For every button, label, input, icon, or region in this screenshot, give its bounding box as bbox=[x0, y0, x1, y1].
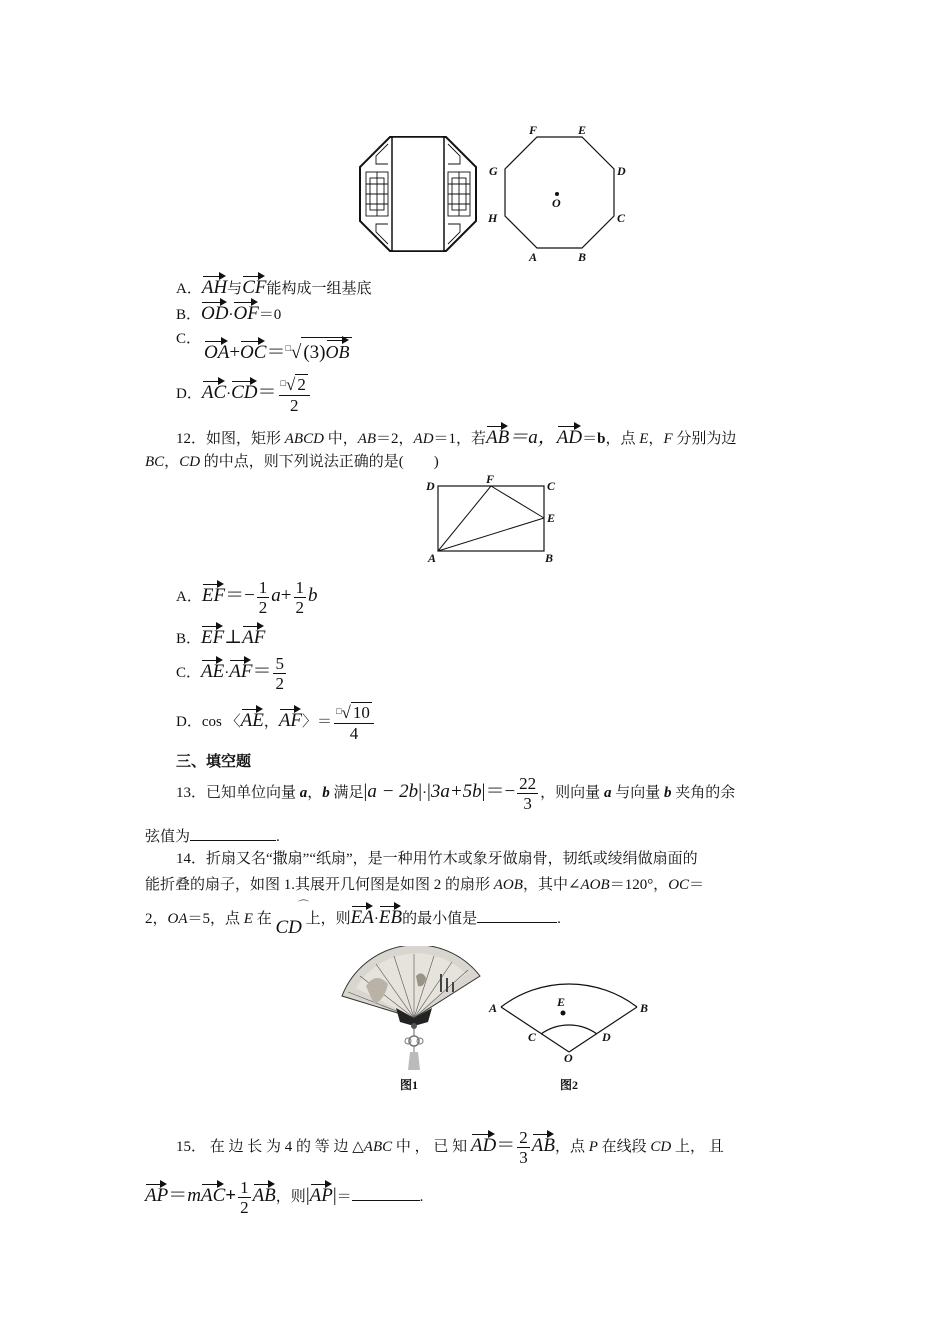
label-O: O bbox=[564, 1051, 573, 1062]
label-F: F bbox=[529, 123, 538, 137]
vector-AD: AD bbox=[471, 1132, 496, 1156]
vector-AE: AE bbox=[241, 707, 264, 731]
folding-fan-illustration bbox=[336, 946, 486, 1076]
q11-option-d[interactable] bbox=[176, 374, 312, 415]
vector-AF: AF bbox=[242, 624, 265, 648]
label-E: E bbox=[578, 123, 587, 137]
q12-option-d[interactable]: D．cos 〈AE，AF〉＝ $\frac{^□√ 10}{4}$ bbox=[176, 702, 376, 743]
equals-sign: ＝ bbox=[266, 342, 286, 363]
label-B: B bbox=[578, 250, 587, 264]
vector-EF: EF bbox=[202, 582, 225, 606]
answer-blank[interactable] bbox=[190, 840, 276, 841]
numerator: 2 bbox=[297, 375, 306, 394]
q15-stem-line1: 15． 在 边 长 为 4 的 等 边 △ABC 中 ， 已 知 AD＝ $\frac{2}{3}$ AB，点 P 在线段 CD 上， 且 bbox=[176, 1128, 724, 1167]
option-text: 能构成一组基底 bbox=[266, 281, 372, 297]
label-F: F bbox=[486, 474, 495, 486]
figure-1-caption: 图1 bbox=[400, 1078, 419, 1092]
window-lattice-figure bbox=[356, 134, 480, 254]
label-H: H bbox=[488, 211, 498, 225]
label-C: C bbox=[617, 211, 626, 225]
q12-stem-line2: BC，CD 的中点，则下列说法正确的是( ) bbox=[145, 454, 439, 470]
label-A: A bbox=[428, 551, 437, 565]
label-A: A bbox=[529, 250, 538, 264]
vector-AH: AH bbox=[202, 274, 227, 298]
q14-stem-line3: 2，OA＝5，点 E 在 CD 上，则EA·EB的最小值是 . bbox=[145, 904, 561, 930]
vector-OA: OA bbox=[204, 339, 229, 363]
option-letter: B． bbox=[176, 307, 202, 323]
conn-text: 与 bbox=[227, 281, 243, 297]
vector-AC: AC bbox=[201, 1182, 225, 1206]
q13-stem-line1: 13．已知单位向量 a，b 满足|a − 2b|·|3a+5b|＝− $\frac{22}{3}$ ，则向量 a 与向量 b 夹角的余 bbox=[176, 774, 736, 813]
q11-option-b[interactable] bbox=[176, 300, 281, 326]
vector-AE: AE bbox=[201, 658, 224, 682]
vector-AP: AP bbox=[310, 1182, 333, 1206]
vector-AB: AB bbox=[532, 1132, 555, 1156]
vector-EA: EA bbox=[351, 904, 374, 928]
dot-operator: · bbox=[226, 385, 232, 402]
vector-CD: CD bbox=[231, 379, 257, 403]
figure-2-caption: 图2 bbox=[560, 1078, 579, 1092]
label-D: D bbox=[617, 164, 626, 178]
radical-sign: √ bbox=[290, 342, 302, 363]
q14-stem-line2: 能折叠的扇子，如图 1.其展开几何图是如图 2 的扇形 AOB，其中∠AOB＝120°，OC＝ bbox=[145, 877, 705, 893]
label-B: B bbox=[545, 551, 554, 565]
label-O: O bbox=[552, 196, 561, 210]
label-A: A bbox=[489, 1001, 498, 1015]
equals-sign: ＝ bbox=[257, 381, 277, 403]
q11-option-a[interactable] bbox=[176, 274, 371, 300]
vector-AB: AB bbox=[486, 424, 509, 448]
vector-OD: OD bbox=[201, 300, 228, 324]
q15-stem-line2: AP＝mAC+ $\frac{1}{2}$ AB，则|AP|＝ . bbox=[145, 1178, 424, 1217]
radical-index-box: □ bbox=[285, 343, 291, 353]
radicand-value: (3) bbox=[303, 342, 326, 363]
vector-AF: AF bbox=[279, 707, 302, 731]
vector-AD: AD bbox=[557, 424, 582, 448]
vector-EF: EF bbox=[201, 624, 224, 648]
option-letter: D． bbox=[176, 385, 202, 402]
section-heading: 三、填空题 bbox=[176, 754, 252, 770]
q12-option-c[interactable]: C．AE·AF＝ $\frac{5}{2}$ bbox=[176, 654, 284, 693]
plus-sign: + bbox=[229, 342, 241, 363]
vector-OB: OB bbox=[326, 338, 350, 362]
vector-AC: AC bbox=[202, 379, 226, 403]
label-C: C bbox=[528, 1030, 537, 1044]
label-E: E bbox=[557, 995, 566, 1009]
vector-AF: AF bbox=[229, 658, 252, 682]
q12-stem-line1: 12．如图，矩形 ABCD 中，AB＝2，AD＝1，若AB＝a，AD＝b，点 E，F 分别为边 bbox=[176, 424, 736, 450]
arc-CD: CD bbox=[275, 917, 302, 938]
dot-operator: · bbox=[228, 307, 234, 323]
label-D: D bbox=[602, 1030, 611, 1044]
option-letter: C． bbox=[176, 331, 202, 347]
label-B: B bbox=[640, 1001, 649, 1015]
vector-EB: EB bbox=[379, 904, 402, 928]
option-letter: A． bbox=[176, 281, 202, 297]
label-C: C bbox=[547, 479, 556, 493]
vector-AP: AP bbox=[145, 1182, 168, 1206]
vector-OF: OF bbox=[233, 300, 258, 324]
q12-option-a[interactable]: A．EF＝− $\frac{1}{2}$ a+ $\frac{1}{2}$ b bbox=[176, 578, 318, 617]
answer-blank[interactable] bbox=[477, 922, 557, 923]
label-D: D bbox=[426, 479, 435, 493]
denominator: 2 bbox=[289, 396, 299, 415]
vector-CF: CF bbox=[242, 274, 266, 298]
regular-octagon-figure bbox=[482, 122, 632, 268]
label-G: G bbox=[489, 164, 498, 178]
radicand bbox=[301, 337, 351, 363]
option-text: ＝0 bbox=[258, 307, 282, 323]
sector-figure bbox=[484, 950, 660, 1062]
q11-option-c-expr bbox=[204, 337, 352, 365]
q12-option-b[interactable]: B．EF⊥AF bbox=[176, 624, 265, 650]
fraction: $\frac{^□√ 2}{2}$ bbox=[279, 374, 310, 415]
q14-stem-line1: 14．折扇又名“撒扇”“纸扇”，是一种用竹木或象牙做扇骨，韧纸或绫绢做扇面的 bbox=[176, 851, 698, 867]
arc-mark: ⌒ bbox=[298, 900, 309, 912]
rectangle-figure bbox=[424, 474, 564, 566]
answer-blank[interactable] bbox=[352, 1200, 420, 1201]
vector-OC: OC bbox=[240, 339, 266, 363]
label-E: E bbox=[547, 511, 556, 525]
q13-stem-line2: 弦值为 . bbox=[145, 829, 280, 845]
q11-option-c-letter[interactable] bbox=[176, 328, 201, 350]
vector-AB: AB bbox=[253, 1182, 276, 1206]
